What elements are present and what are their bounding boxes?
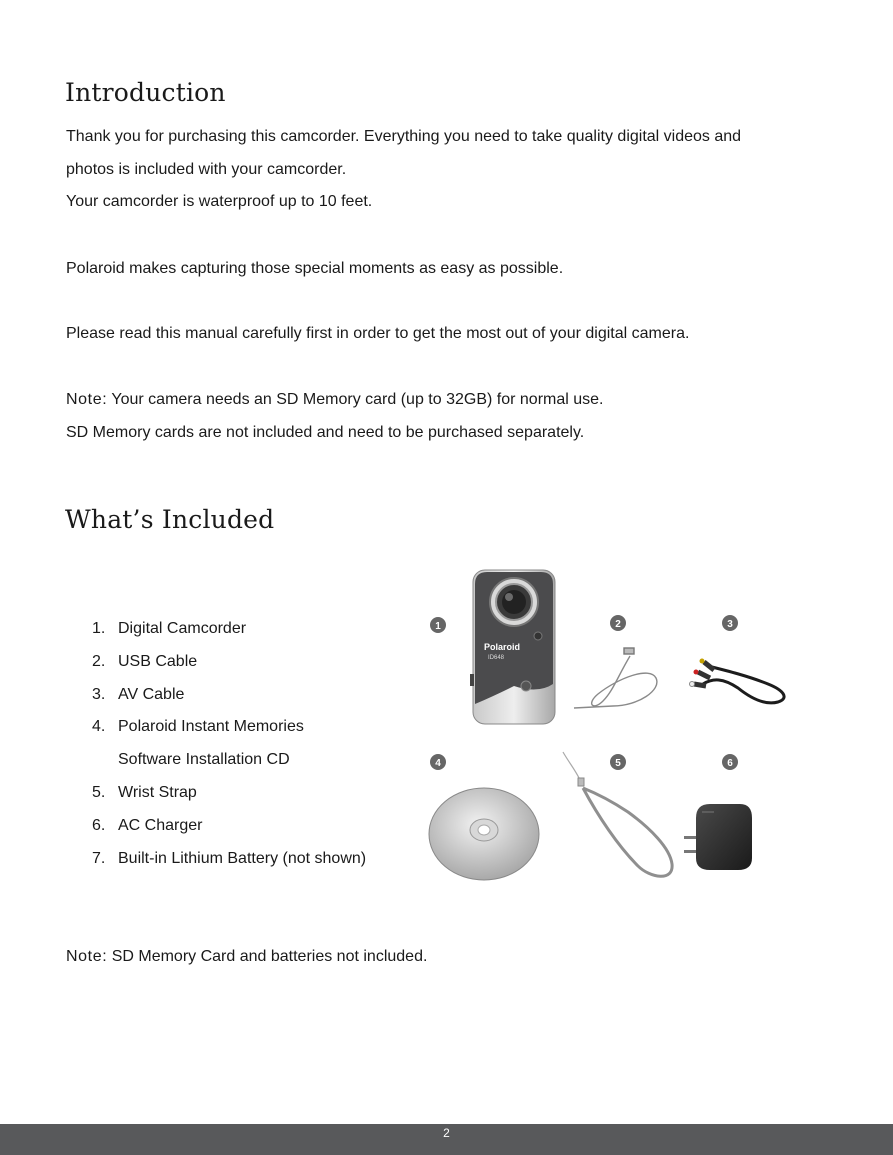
item-label: Polaroid Instant Memories xyxy=(118,718,304,736)
list-item xyxy=(92,782,366,815)
item-label: AC Charger xyxy=(118,816,203,834)
page-number: 2 xyxy=(443,1126,450,1140)
item-badge-3 xyxy=(722,615,738,631)
list-item xyxy=(92,848,366,881)
badge-number: 6 xyxy=(727,758,733,769)
item-number: 7. xyxy=(92,849,106,867)
item-label: Built-in Lithium Battery (not shown) xyxy=(118,849,367,867)
item-number: 6. xyxy=(92,816,106,834)
item-badge-2 xyxy=(610,615,626,631)
list-item xyxy=(92,716,366,749)
camcorder-icon xyxy=(470,570,555,724)
waterproof-sentence: Your camcorder is waterproof up to 10 feet. xyxy=(66,193,373,210)
list-item xyxy=(92,815,366,848)
badge-number: 3 xyxy=(727,619,733,630)
sd-card-note-line2: SD Memory cards are not included and need to be purchased separately. xyxy=(66,424,585,441)
intro-paragraph-line: photos is included with your camcorder. xyxy=(66,161,347,178)
included-items-illustration xyxy=(418,566,808,896)
list-item xyxy=(92,651,366,684)
list-item xyxy=(92,684,366,717)
camcorder-brand-label: Polaroid xyxy=(484,642,521,652)
item-number: 4. xyxy=(92,718,106,736)
included-items-list xyxy=(92,618,366,880)
item-number: 3. xyxy=(92,685,106,703)
item-label: AV Cable xyxy=(118,685,185,703)
item-badge-1 xyxy=(430,617,446,633)
included-note xyxy=(66,947,427,967)
note-label: Note: xyxy=(66,391,108,408)
list-item-continuation: Software Installation CD xyxy=(118,751,290,769)
usb-cable-icon xyxy=(574,648,657,708)
item-label: USB Cable xyxy=(118,652,198,670)
ac-charger-icon xyxy=(684,804,752,870)
item-number: 1. xyxy=(92,620,106,637)
intro-paragraph-line: Thank you for purchasing this camcorder. Everything you need to take quality digital videos and xyxy=(66,128,742,145)
note-text: SD Memory Card and batteries not included. xyxy=(107,948,428,965)
badge-number: 5 xyxy=(615,758,621,769)
badge-number: 2 xyxy=(615,619,621,630)
item-label: Digital Camcorder xyxy=(118,620,247,637)
note-label: Note: xyxy=(66,948,108,965)
list-item xyxy=(92,618,366,651)
polaroid-sentence: Polaroid makes capturing those special moments as easy as possible. xyxy=(66,260,564,277)
sd-card-note xyxy=(66,390,603,410)
wrist-strap-icon xyxy=(563,752,672,876)
item-badge-6 xyxy=(722,754,738,770)
item-badge-4 xyxy=(430,754,446,770)
cd-icon xyxy=(429,788,539,880)
section-heading-whats-included: What’s Included xyxy=(65,505,275,534)
item-number: 5. xyxy=(92,783,106,801)
note-text: Your camera needs an SD Memory card (up to 32GB) for normal use. xyxy=(107,391,604,408)
item-label: Wrist Strap xyxy=(118,783,197,801)
item-number: 2. xyxy=(92,652,106,670)
badge-number: 1 xyxy=(435,621,441,632)
camcorder-model-label: ID648 xyxy=(488,655,505,661)
badge-number: 4 xyxy=(435,758,441,769)
read-manual-sentence: Please read this manual carefully first in order to get the most out of your digital camera. xyxy=(66,325,690,342)
av-cable-icon xyxy=(690,659,785,703)
section-heading-introduction: Introduction xyxy=(65,78,226,107)
item-badge-5 xyxy=(610,754,626,770)
